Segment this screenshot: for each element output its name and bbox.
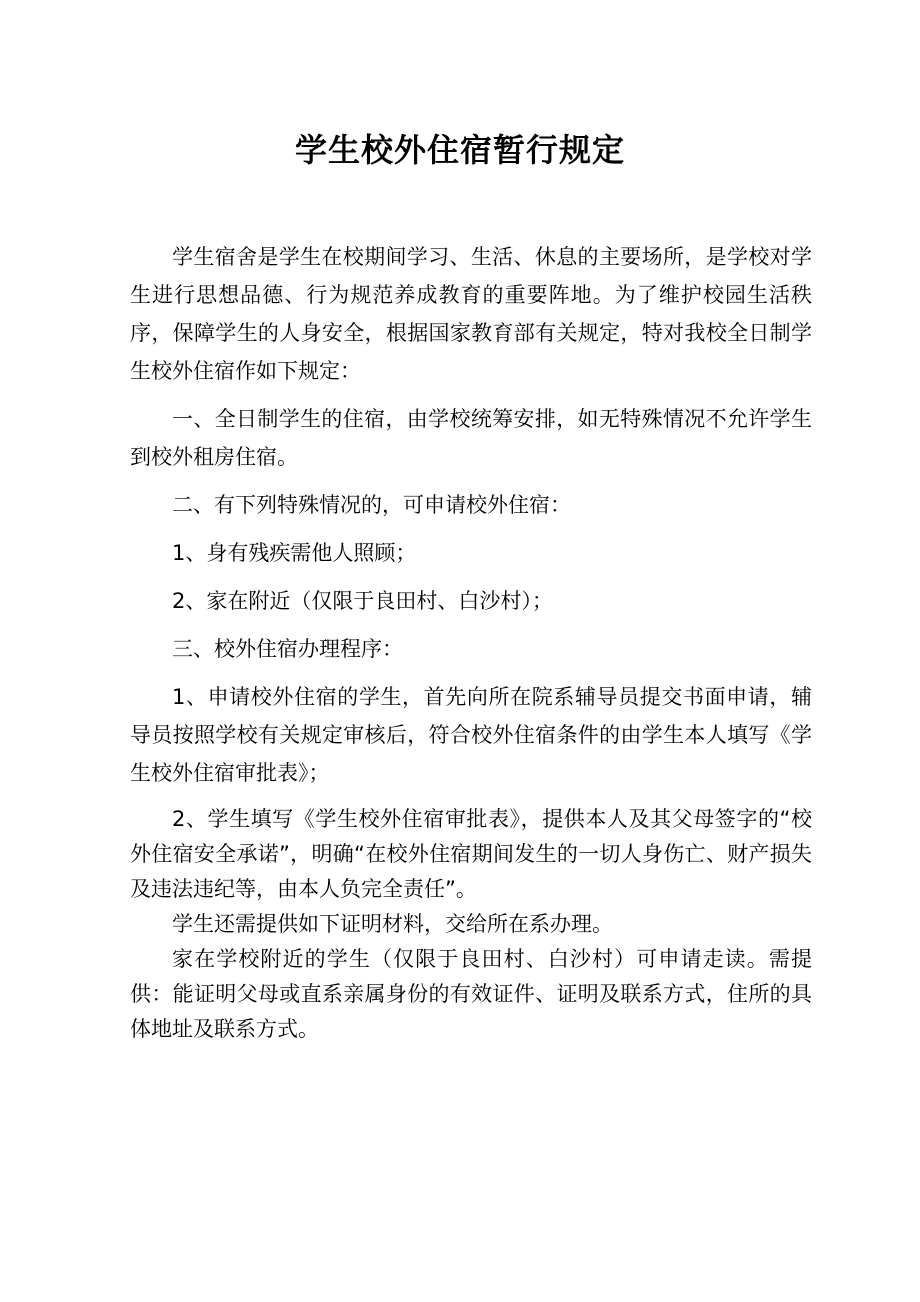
paragraph-rule-2-item-2: 2、家在附近（仅限于良田村、白沙村）； [172,589,553,613]
paragraph-intro: 学生宿舍是学生在校期间学习、生活、休息的主要场所，是学校对学生进行思想品德、行为规范养成教育的重要阵地。为了维护校园生活秩序，保障学生的人身安全，根据国家教育部有关规定，特对我校全日制学生校外住宿作如下规定： [130,245,812,383]
paragraph-rule-2-item-1: 1、身有残疾需他人照顾； [172,541,417,565]
paragraph-rule-3-item-2: 2、学生填写《学生校外住宿审批表》，提供本人及其父母签字的“校外住宿安全承诺”，明确“在校外住宿期间发生的一切人身伤亡、财产损失及违法违纪等，由本人负完全责任”。 [130,807,812,901]
paragraph-commute: 家在学校附近的学生（仅限于良田村、白沙村）可申请走读。需提供：能证明父母或直系亲属身份的有效证件、证明及联系方式，住所的具体地址及联系方式。 [130,947,812,1041]
paragraph-materials: 学生还需提供如下证明材料，交给所在系办理。 [172,912,613,936]
paragraph-rule-3-item-1: 1、申请校外住宿的学生，首先向所在院系辅导员提交书面申请，辅导员按照学校有关规定审核后，符合校外住宿条件的由学生本人填写《学生校外住宿审批表》； [130,685,812,785]
document-title: 学生校外住宿暂行规定 [294,131,625,169]
paragraph-rule-2: 二、有下列特殊情况的，可申请校外住宿： [172,493,571,517]
paragraph-rule-1: 一、全日制学生的住宿，由学校统筹安排，如无特殊情况不允许学生到校外租房住宿。 [130,407,812,469]
paragraph-rule-3: 三、校外住宿办理程序： [172,637,403,661]
document-body [130,238,812,1047]
